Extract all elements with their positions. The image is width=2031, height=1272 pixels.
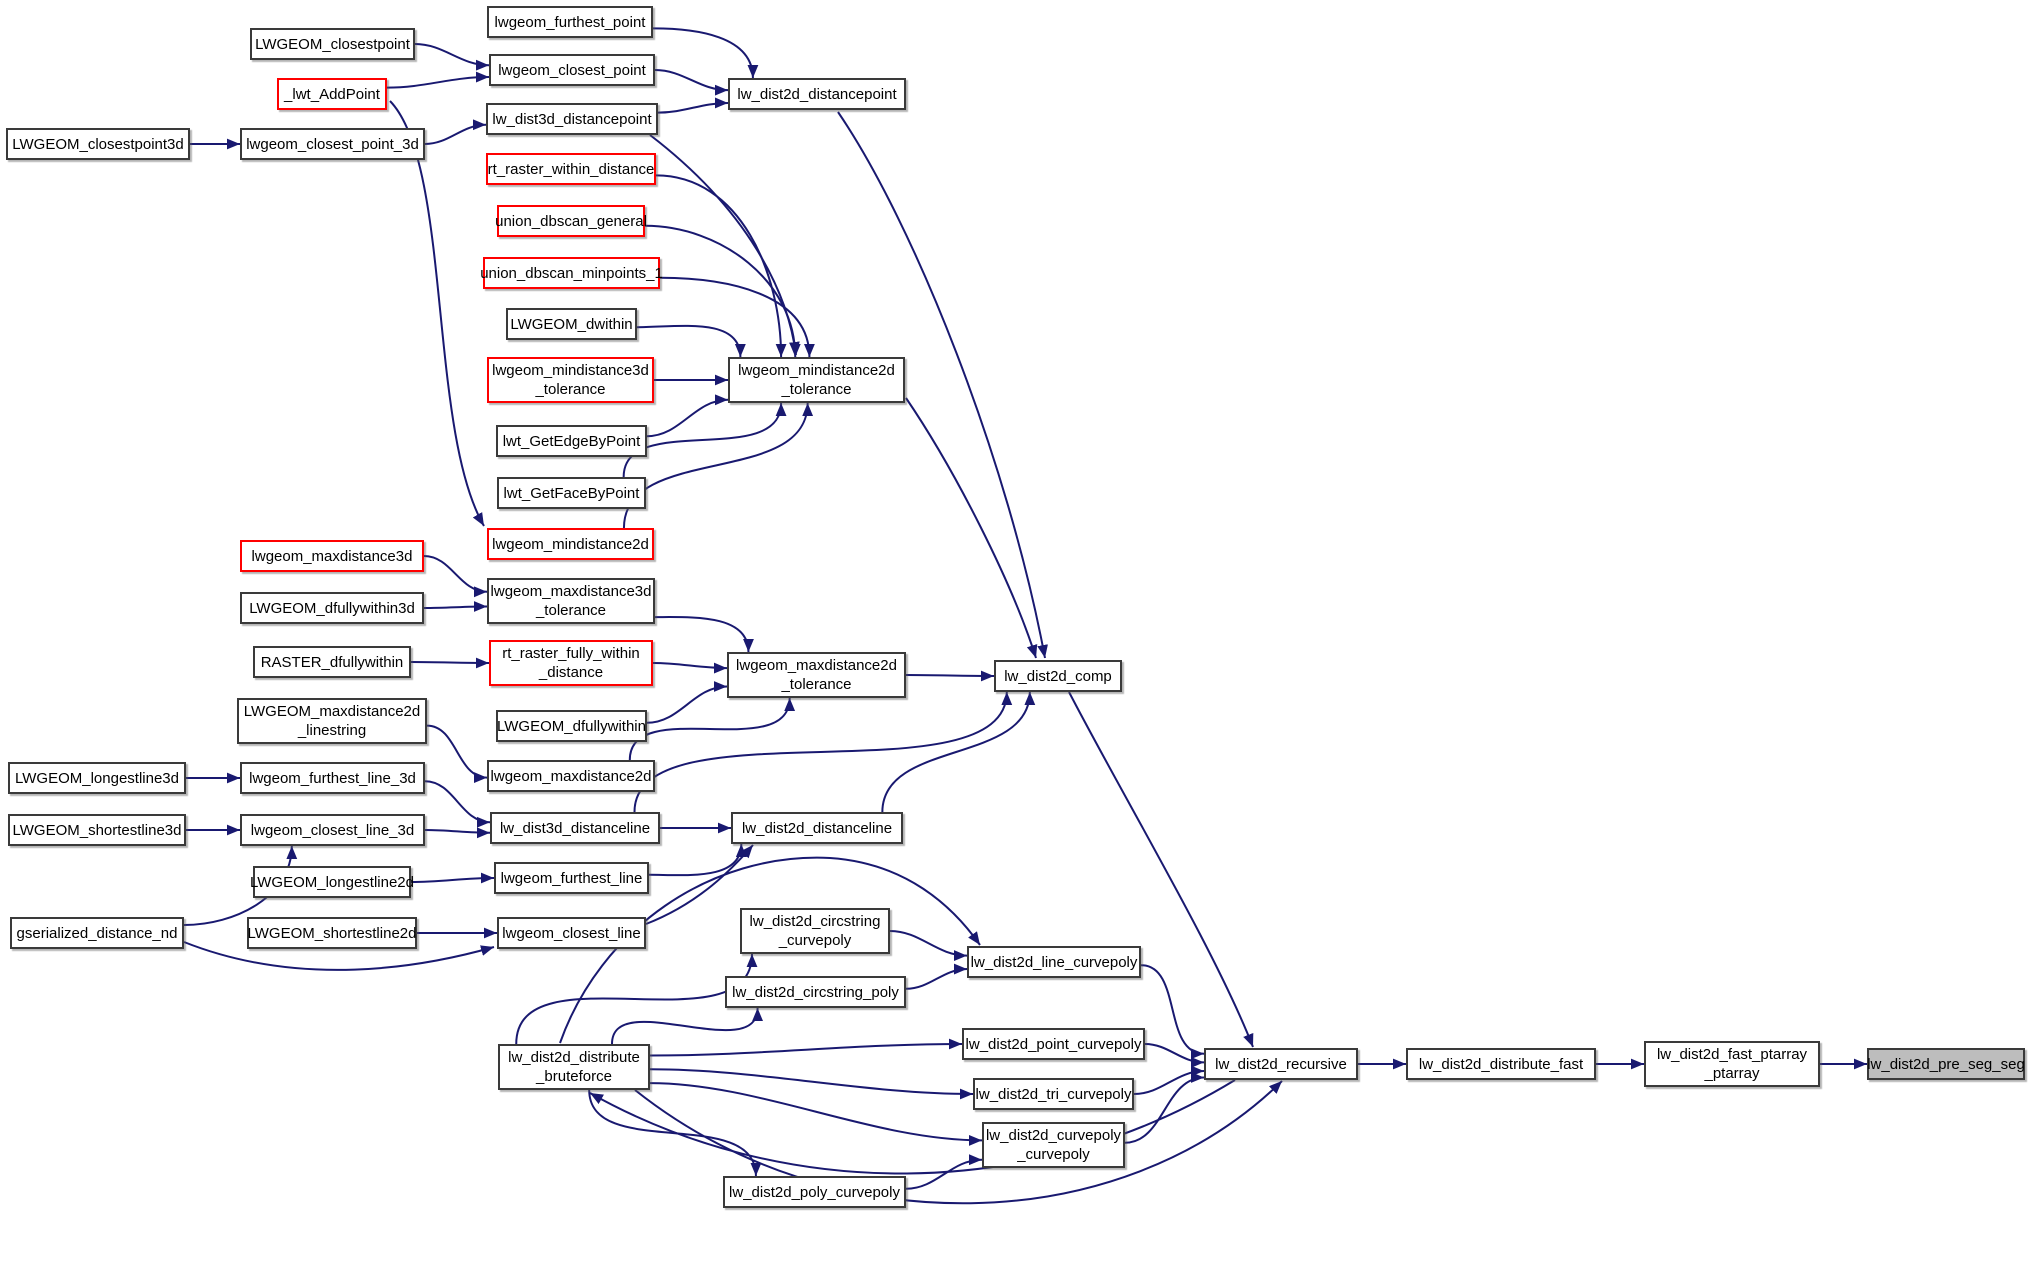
node-label: lw_dist2d_circstring <box>749 913 881 930</box>
node-lw_dist2d_distribute_fast[interactable] <box>1406 1048 1596 1080</box>
node-lwgeom_furthest_line[interactable] <box>494 862 649 894</box>
node-label: _distance <box>538 664 604 681</box>
node-label: lwgeom_closest_point <box>498 61 646 79</box>
edge-lwgeom_closest_line_3d-to-lw_dist3d_distanceline <box>425 830 490 833</box>
node-label: _tolerance <box>781 676 852 693</box>
node-label: lw_dist2d_distribute <box>508 1049 640 1066</box>
node-lwgeom_mindistance3d_tolerance[interactable] <box>487 357 654 403</box>
node-lw_dist3d_distanceline[interactable] <box>490 812 660 844</box>
node-label: _bruteforce <box>536 1068 612 1085</box>
node-label: rt_raster_fully_within <box>502 645 640 662</box>
edge-lw_dist2d_circstring_poly-to-lw_dist2d_line_curvepoly <box>906 969 967 989</box>
node-label: LWGEOM_maxdistance2d <box>243 703 421 720</box>
node-label: _lwt_AddPoint <box>284 85 380 103</box>
node-LWGEOM_dwithin[interactable] <box>506 308 637 340</box>
node-label: lwgeom_maxdistance2d <box>736 657 897 674</box>
node-label: lw_dist2d_recursive <box>1215 1055 1347 1073</box>
edge-lw_dist2d_distribute_bruteforce-to-lw_dist2d_tri_curvepoly <box>650 1069 973 1094</box>
node-label: lwgeom_closest_line <box>502 924 641 942</box>
edge-lwgeom_maxdistance3d_tolerance-to-lwgeom_maxdistance2d_tolerance <box>655 617 748 652</box>
edge-lw_dist2d_distribute_bruteforce-to-lw_dist2d_circstring_poly <box>612 1008 758 1044</box>
node-label: lwgeom_maxdistance3d <box>490 583 652 600</box>
node-lwgeom_closest_point_3d[interactable] <box>240 128 425 160</box>
node-LWGEOM_maxdistance2d_linestring[interactable] <box>237 698 427 744</box>
edge-LWGEOM_longestline2d-to-lwgeom_furthest_line <box>411 878 494 882</box>
node-label: _ptarray <box>1704 1065 1760 1082</box>
edge-_lwt_AddPoint-to-lwgeom_closest_point <box>387 77 489 88</box>
node-lwgeom_furthest_line_3d[interactable] <box>240 762 425 794</box>
node-label: lw_dist2d_comp <box>1004 667 1112 685</box>
edge-lw_dist2d_distribute_bruteforce-to-lw_dist2d_poly_curvepoly <box>589 1090 756 1176</box>
node-lwgeom_mindistance2d[interactable] <box>487 528 654 560</box>
node-label: lwt_GetFaceByPoint <box>503 484 640 502</box>
node-label: _tolerance <box>535 381 606 398</box>
node-lw_dist2d_distribute_bruteforce[interactable] <box>498 1044 650 1090</box>
node-label: LWGEOM_longestline3d <box>15 769 179 787</box>
node-label: union_dbscan_minpoints_1 <box>480 264 663 282</box>
node-label: LWGEOM_shortestline2d <box>247 924 417 942</box>
edge-lwt_GetFaceByPoint-to-lwgeom_mindistance2d_tolerance <box>624 403 781 477</box>
node-label: gserialized_distance_nd <box>16 924 178 942</box>
node-label: _tolerance <box>535 602 607 619</box>
node-label: _tolerance <box>781 381 852 398</box>
node-label: RASTER_dfullywithin <box>260 653 404 671</box>
node-label: LWGEOM_dfullywithin3d <box>249 599 415 617</box>
node-lwt_GetFaceByPoint[interactable] <box>497 477 646 509</box>
node-label: union_dbscan_general <box>495 212 647 230</box>
node-label: LWGEOM_dwithin <box>510 315 633 333</box>
edge-lwgeom_closest_point-to-lw_dist2d_distancepoint <box>655 70 728 90</box>
edge-LWGEOM_closestpoint-to-lwgeom_closest_point <box>415 44 489 65</box>
node-lwgeom_furthest_point[interactable] <box>487 6 653 38</box>
edge-lw_dist2d_point_curvepoly-to-lw_dist2d_recursive <box>1145 1044 1204 1062</box>
node-lwgeom_maxdistance2d_tolerance[interactable] <box>727 652 906 698</box>
edge-lwgeom_maxdistance2d_tolerance-to-lw_dist2d_comp <box>906 675 994 676</box>
node-lw_dist2d_point_curvepoly[interactable] <box>962 1028 1145 1060</box>
node-lw_dist2d_poly_curvepoly[interactable] <box>723 1176 906 1208</box>
edge-LWGEOM_dfullywithin3d-to-lwgeom_maxdistance3d_tolerance <box>424 607 487 608</box>
node-lw_dist2d_line_curvepoly[interactable] <box>967 946 1141 978</box>
node-label: lw_dist2d_line_curvepoly <box>970 953 1138 971</box>
edge-lw_dist3d_distancepoint-to-lw_dist2d_distancepoint <box>658 103 728 113</box>
node-lw_dist2d_distancepoint[interactable] <box>728 78 906 110</box>
node-label: lwgeom_furthest_line <box>500 869 643 887</box>
edge-lwgeom_maxdistance3d-to-lwgeom_maxdistance3d_tolerance <box>424 556 487 592</box>
node-label: lwgeom_closest_line_3d <box>250 821 415 839</box>
node-rt_raster_fully_within_distance[interactable] <box>489 640 653 686</box>
node-label: lw_dist2d_poly_curvepoly <box>729 1183 900 1201</box>
edge-_lwt_AddPoint-to-lwgeom_mindistance2d <box>390 101 484 526</box>
node-lw_dist2d_distanceline[interactable] <box>731 812 903 844</box>
node-lwgeom_mindistance2d_tolerance[interactable] <box>728 357 905 403</box>
node-label: lw_dist3d_distanceline <box>499 819 651 837</box>
edge-lw_dist2d_distribute_bruteforce-to-lw_dist2d_point_curvepoly <box>650 1044 962 1056</box>
edge-LWGEOM_maxdistance2d_linestring-to-lwgeom_maxdistance2d <box>427 726 487 778</box>
node-lwgeom_closest_line[interactable] <box>497 917 646 949</box>
edge-lw_dist2d_distanceline-to-lw_dist2d_comp <box>882 692 1029 812</box>
node-label: lw_dist2d_curvepoly <box>985 1127 1122 1144</box>
node-RASTER_dfullywithin[interactable] <box>253 646 411 678</box>
node-union_dbscan_general[interactable] <box>497 205 645 237</box>
edge-rt_raster_fully_within_distance-to-lwgeom_maxdistance2d_tolerance <box>653 663 727 668</box>
node-label: LWGEOM_dfullywithin <box>497 717 646 735</box>
edge-lwgeom_closest_point_3d-to-lw_dist3d_distancepoint <box>425 125 486 144</box>
node-lwgeom_maxdistance2d[interactable] <box>487 760 655 792</box>
node-label: lwt_GetEdgeByPoint <box>502 432 641 450</box>
edge-lwgeom_mindistance2d_tolerance-to-lw_dist2d_comp <box>906 398 1036 658</box>
node-label: lw_dist2d_pre_seg_seg <box>1867 1055 2025 1073</box>
node-label: lwgeom_maxdistance3d <box>251 547 413 565</box>
edge-lw_dist2d_comp-to-lw_dist2d_recursive <box>1069 692 1253 1047</box>
node-label: lwgeom_mindistance2d <box>738 362 895 379</box>
node-LWGEOM_closestpoint[interactable] <box>250 28 415 60</box>
node-lw_dist2d_tri_curvepoly[interactable] <box>973 1078 1134 1110</box>
edge-lwt_GetEdgeByPoint-to-lwgeom_mindistance2d_tolerance <box>647 400 728 436</box>
node-label: LWGEOM_closestpoint <box>255 35 410 53</box>
node-label: _curvepoly <box>778 932 852 949</box>
edge-lw_dist2d_curvepoly_curvepoly-to-lw_dist2d_recursive <box>1125 1077 1204 1142</box>
node-label: LWGEOM_longestline2d <box>250 873 414 891</box>
node-gserialized_distance_nd[interactable] <box>10 917 184 949</box>
node-label: lwgeom_closest_point_3d <box>246 135 419 153</box>
node-label: LWGEOM_shortestline3d <box>12 821 182 839</box>
node-label: LWGEOM_closestpoint3d <box>12 135 184 153</box>
node-rt_raster_within_distance[interactable] <box>486 153 656 185</box>
node-lw_dist3d_distancepoint[interactable] <box>486 103 658 135</box>
node-LWGEOM_dfullywithin3d[interactable] <box>240 592 424 624</box>
node-lw_dist2d_recursive[interactable] <box>1204 1048 1358 1080</box>
node-lw_dist2d_comp[interactable] <box>994 660 1122 692</box>
edge-lw_dist2d_circstring_curvepoly-to-lw_dist2d_line_curvepoly <box>890 931 967 956</box>
edge-lw_dist3d_distanceline-to-lw_dist2d_comp <box>635 692 1007 812</box>
node-label: lw_dist2d_tri_curvepoly <box>975 1085 1132 1103</box>
node-label: lw_dist3d_distancepoint <box>492 110 652 128</box>
edge-RASTER_dfullywithin-to-rt_raster_fully_within_distance <box>411 662 489 663</box>
node-LWGEOM_longestline3d[interactable] <box>8 762 186 794</box>
node-label: lwgeom_furthest_line_3d <box>249 769 416 787</box>
edge-lw_dist2d_distribute_bruteforce-to-lw_dist2d_curvepoly_curvepoly <box>650 1083 982 1140</box>
edge-lwgeom_maxdistance2d-to-lwgeom_maxdistance2d_tolerance <box>630 698 790 760</box>
node-lw_dist2d_pre_seg_seg[interactable] <box>1867 1048 2025 1080</box>
edge-LWGEOM_dwithin-to-lwgeom_mindistance2d_tolerance <box>637 326 740 357</box>
node-label: lw_dist2d_distanceline <box>741 819 893 837</box>
node-LWGEOM_shortestline3d[interactable] <box>8 814 186 846</box>
edge-lwgeom_mindistance2d-to-lwgeom_mindistance2d_tolerance <box>624 403 808 528</box>
node-label: lw_dist2d_point_curvepoly <box>965 1035 1142 1053</box>
node-label: lwgeom_furthest_point <box>494 13 646 31</box>
node-_lwt_AddPoint[interactable] <box>277 78 387 110</box>
node-label: lw_dist2d_fast_ptarray <box>1656 1046 1808 1063</box>
node-lw_dist2d_circstring_poly[interactable] <box>725 976 906 1008</box>
node-lwgeom_maxdistance3d_tolerance[interactable] <box>487 578 655 624</box>
edge-lw_dist2d_line_curvepoly-to-lw_dist2d_recursive <box>1141 965 1204 1054</box>
node-lwt_GetEdgeByPoint[interactable] <box>496 425 647 457</box>
node-LWGEOM_dfullywithin[interactable] <box>496 710 647 742</box>
node-label: lwgeom_mindistance3d <box>492 362 649 379</box>
edge-lwgeom_furthest_line_3d-to-lw_dist3d_distanceline <box>425 781 490 822</box>
node-label: lwgeom_maxdistance2d <box>490 767 652 785</box>
node-LWGEOM_longestline2d[interactable] <box>250 866 414 898</box>
node-label: lw_dist2d_circstring_poly <box>732 983 899 1001</box>
node-label: lwgeom_mindistance2d <box>492 535 649 553</box>
node-label: _curvepoly <box>1017 1146 1090 1163</box>
node-lwgeom_closest_line_3d[interactable] <box>240 814 425 846</box>
edge-LWGEOM_dfullywithin-to-lwgeom_maxdistance2d_tolerance <box>647 687 727 723</box>
node-lwgeom_closest_point[interactable] <box>489 54 655 86</box>
node-lw_dist2d_curvepoly_curvepoly[interactable] <box>982 1122 1125 1168</box>
node-label: rt_raster_within_distance <box>487 160 655 178</box>
node-lw_dist2d_fast_ptarray_ptarray[interactable] <box>1644 1041 1820 1087</box>
node-lw_dist2d_circstring_curvepoly[interactable] <box>740 908 890 954</box>
node-union_dbscan_minpoints_1[interactable] <box>480 257 663 289</box>
edge-lw_dist2d_tri_curvepoly-to-lw_dist2d_recursive <box>1134 1071 1204 1094</box>
node-LWGEOM_shortestline2d[interactable] <box>247 917 417 949</box>
node-lwgeom_maxdistance3d[interactable] <box>240 540 424 572</box>
node-label: lw_dist2d_distribute_fast <box>1418 1055 1584 1073</box>
node-label: _linestring <box>297 722 367 739</box>
node-label: lw_dist2d_distancepoint <box>737 85 897 103</box>
node-LWGEOM_closestpoint3d[interactable] <box>6 128 190 160</box>
